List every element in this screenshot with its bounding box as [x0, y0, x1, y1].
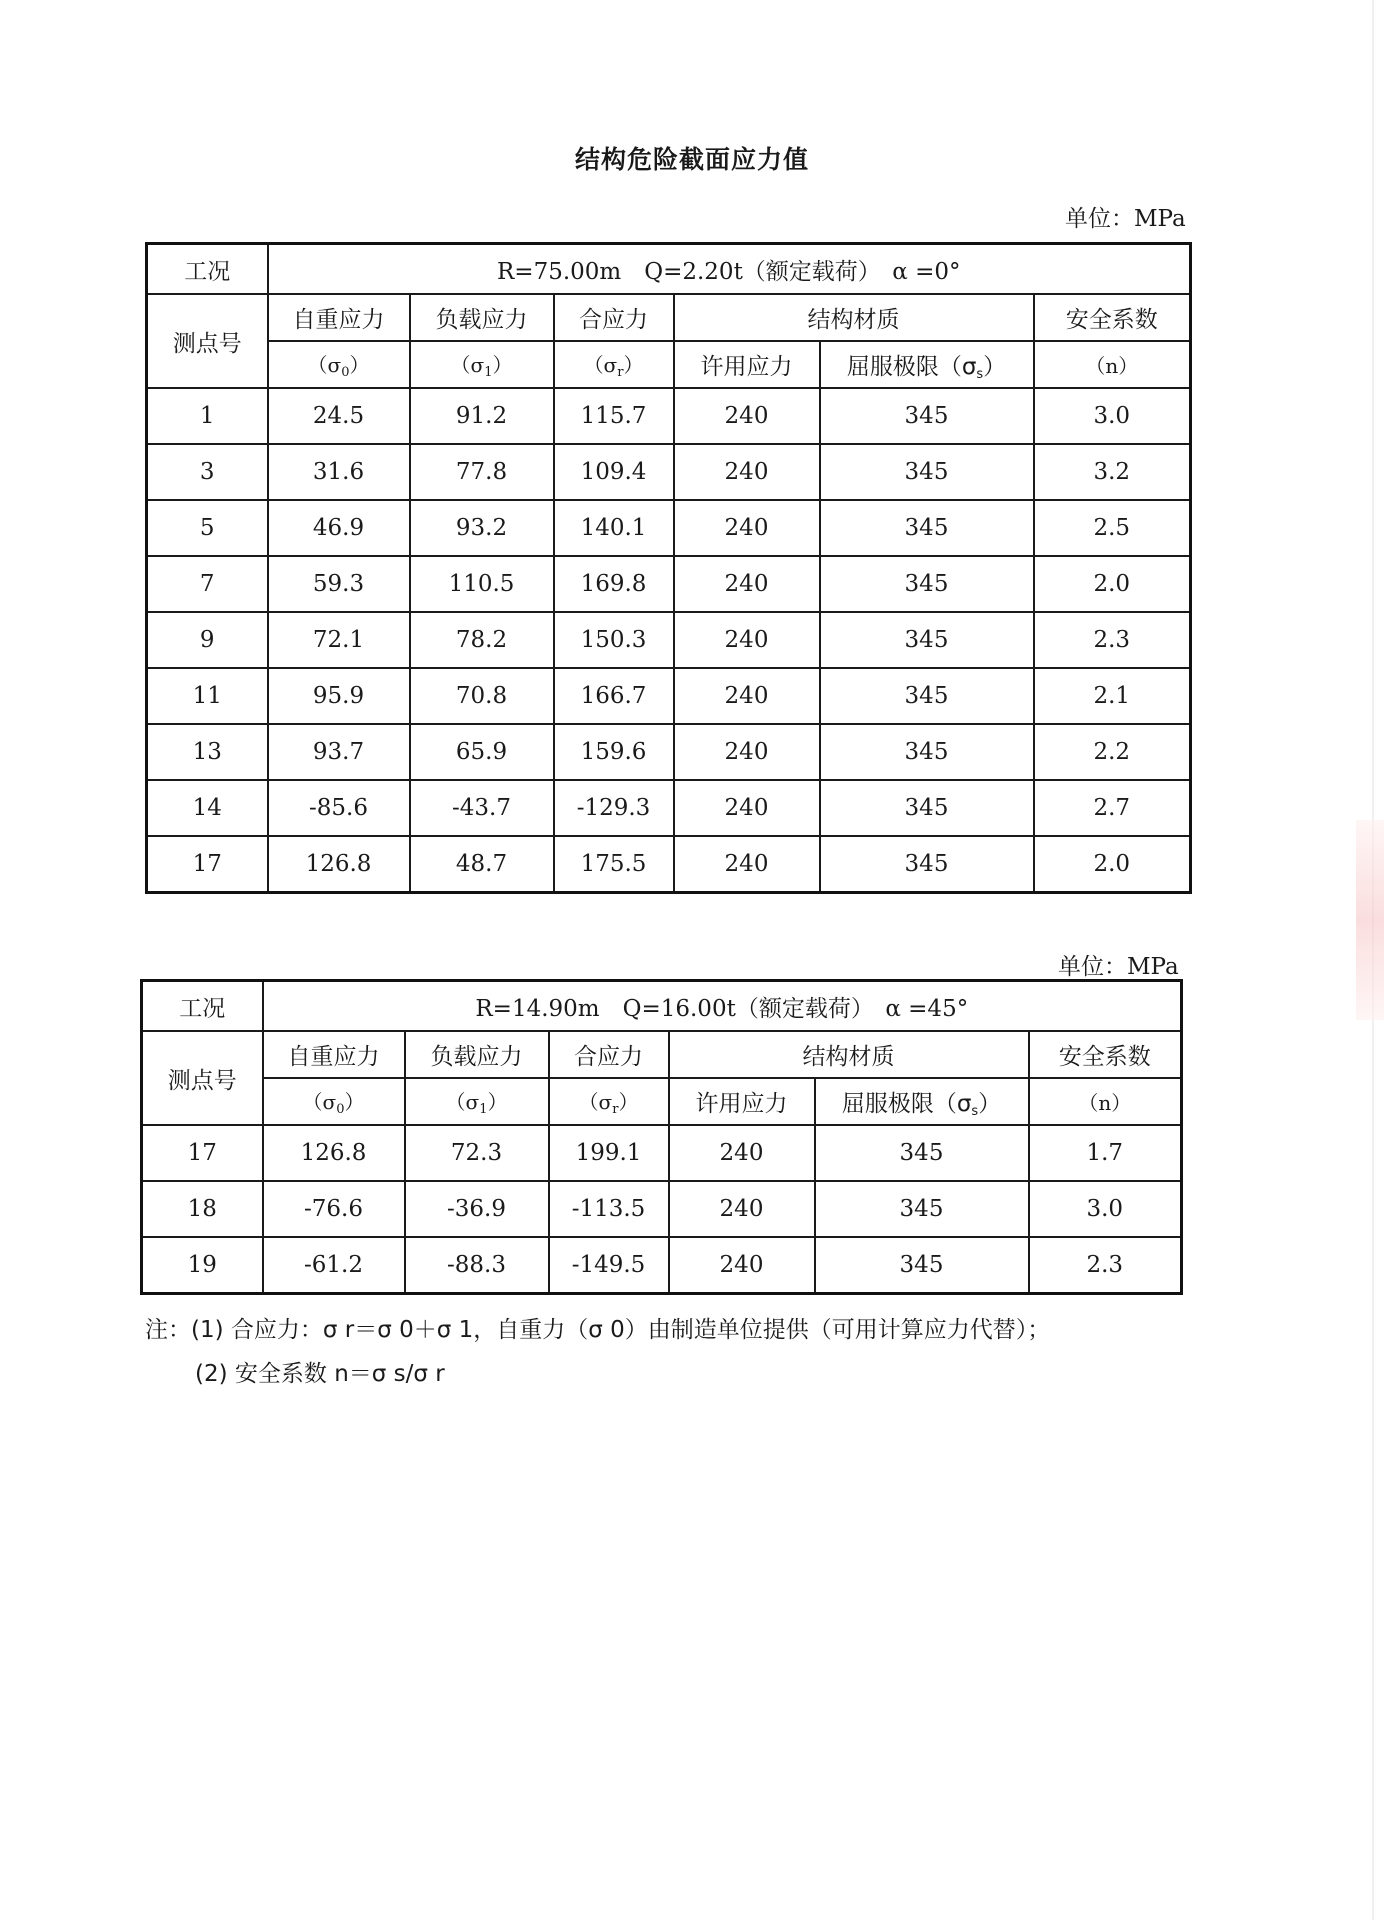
yield-cell: 345: [820, 780, 1034, 836]
resultant-cell: -113.5: [549, 1181, 669, 1237]
point-cell: 19: [142, 1237, 263, 1294]
stress-table-2: [140, 979, 1183, 1295]
yield-cell: 345: [820, 556, 1034, 612]
load-cell: 48.7: [410, 836, 554, 893]
resultant-cell: 115.7: [554, 388, 674, 444]
red-stamp-mark: [1356, 820, 1384, 1020]
point-cell: 14: [147, 780, 268, 836]
self-weight-cell: 59.3: [268, 556, 410, 612]
self-weight-cell: 93.7: [268, 724, 410, 780]
condition-value: R=75.00m Q=2.20t（额定载荷） α =0°: [268, 244, 1191, 295]
table-row: [142, 1125, 1182, 1181]
load-cell: 91.2: [410, 388, 554, 444]
point-cell: 11: [147, 668, 268, 724]
table-row: [147, 836, 1191, 893]
stress-table-1: [145, 242, 1192, 894]
safety-cell: 2.3: [1029, 1237, 1182, 1294]
table-row: [142, 1237, 1182, 1294]
allowable-cell: 240: [674, 780, 820, 836]
unit-label-1: 单位：MPa: [1065, 206, 1186, 232]
table-row: [147, 724, 1191, 780]
table-row: [147, 780, 1191, 836]
unit-label-2: 单位：MPa: [1058, 954, 1179, 980]
safety-cell: 3.2: [1034, 444, 1191, 500]
safety-cell: 2.5: [1034, 500, 1191, 556]
safety-cell: 2.2: [1034, 724, 1191, 780]
load-cell: 78.2: [410, 612, 554, 668]
safety-cell: 2.7: [1034, 780, 1191, 836]
allowable-cell: 240: [674, 388, 820, 444]
note-1: 注：(1) 合应力：σ r＝σ 0＋σ 1，自重力（σ 0）由制造单位提供（可用计算应力代替）；: [145, 1317, 1051, 1343]
yield-cell: 345: [820, 388, 1034, 444]
safety-cell: 2.0: [1034, 556, 1191, 612]
point-cell: 13: [147, 724, 268, 780]
resultant-cell: 159.6: [554, 724, 674, 780]
self-weight-cell: -76.6: [263, 1181, 405, 1237]
condition-label: 工况: [142, 981, 263, 1032]
yield-cell: 345: [820, 500, 1034, 556]
point-cell: 17: [142, 1125, 263, 1181]
resultant-cell: 140.1: [554, 500, 674, 556]
condition-label: 工况: [147, 244, 268, 295]
safety-cell: 2.3: [1034, 612, 1191, 668]
self-weight-cell: -61.2: [263, 1237, 405, 1294]
self-weight-cell: 72.1: [268, 612, 410, 668]
safety-cell: 1.7: [1029, 1125, 1182, 1181]
page-title: 结构危险截面应力值: [574, 145, 809, 174]
self-weight-header: 自重应力: [268, 294, 410, 341]
load-symbol: $(\sigma_1)$: [410, 341, 554, 388]
point-header: 测点号: [142, 1031, 263, 1125]
load-cell: -43.7: [410, 780, 554, 836]
table-row: [147, 668, 1191, 724]
allowable-cell: 240: [669, 1237, 815, 1294]
material-header: 结构材质: [669, 1031, 1029, 1078]
resultant-symbol: $(\sigma_r)$: [549, 1078, 669, 1125]
table-2-body: [142, 1125, 1182, 1294]
point-cell: 5: [147, 500, 268, 556]
safety-header: 安全系数: [1034, 294, 1191, 341]
point-cell: 17: [147, 836, 268, 893]
load-header: 负载应力: [405, 1031, 549, 1078]
point-cell: 3: [147, 444, 268, 500]
condition-value: R=14.90m Q=16.00t（额定载荷） α =45°: [263, 981, 1182, 1032]
allowable-cell: 240: [669, 1125, 815, 1181]
allowable-cell: 240: [674, 836, 820, 893]
safety-header: 安全系数: [1029, 1031, 1182, 1078]
self-weight-cell: 24.5: [268, 388, 410, 444]
resultant-cell: -129.3: [554, 780, 674, 836]
resultant-symbol: $(\sigma_r)$: [554, 341, 674, 388]
load-cell: 77.8: [410, 444, 554, 500]
safety-symbol: （n）: [1034, 341, 1191, 388]
load-cell: 93.2: [410, 500, 554, 556]
allowable-cell: 240: [674, 612, 820, 668]
self-weight-symbol: $(\sigma_0)$: [263, 1078, 405, 1125]
point-cell: 18: [142, 1181, 263, 1237]
yield-header: 屈服极限$(\sigma_s)$: [820, 341, 1034, 388]
table-row: [147, 444, 1191, 500]
table-row: [147, 500, 1191, 556]
notes: [145, 1308, 1050, 1396]
safety-symbol: （n）: [1029, 1078, 1182, 1125]
safety-cell: 2.0: [1034, 836, 1191, 893]
point-header: 测点号: [147, 294, 268, 388]
load-symbol: $(\sigma_1)$: [405, 1078, 549, 1125]
table-1-body: [147, 388, 1191, 893]
safety-cell: 2.1: [1034, 668, 1191, 724]
point-cell: 7: [147, 556, 268, 612]
resultant-cell: 175.5: [554, 836, 674, 893]
allowable-header: 许用应力: [674, 341, 820, 388]
yield-cell: 345: [815, 1181, 1029, 1237]
self-weight-cell: 95.9: [268, 668, 410, 724]
load-cell: -88.3: [405, 1237, 549, 1294]
table-row: [147, 388, 1191, 444]
safety-cell: 3.0: [1029, 1181, 1182, 1237]
table-row: [147, 556, 1191, 612]
point-cell: 9: [147, 612, 268, 668]
resultant-cell: 109.4: [554, 444, 674, 500]
yield-cell: 345: [815, 1125, 1029, 1181]
self-weight-cell: 46.9: [268, 500, 410, 556]
allowable-cell: 240: [669, 1181, 815, 1237]
allowable-cell: 240: [674, 556, 820, 612]
load-cell: 70.8: [410, 668, 554, 724]
load-header: 负载应力: [410, 294, 554, 341]
resultant-header: 合应力: [549, 1031, 669, 1078]
table-row: [147, 612, 1191, 668]
resultant-header: 合应力: [554, 294, 674, 341]
allowable-cell: 240: [674, 668, 820, 724]
self-weight-header: 自重应力: [263, 1031, 405, 1078]
yield-header: 屈服极限$(\sigma_s)$: [815, 1078, 1029, 1125]
resultant-cell: 166.7: [554, 668, 674, 724]
self-weight-cell: 31.6: [268, 444, 410, 500]
allowable-header: 许用应力: [669, 1078, 815, 1125]
allowable-cell: 240: [674, 500, 820, 556]
resultant-cell: 150.3: [554, 612, 674, 668]
table-row: [142, 1181, 1182, 1237]
yield-cell: 345: [820, 836, 1034, 893]
resultant-cell: 169.8: [554, 556, 674, 612]
load-cell: 110.5: [410, 556, 554, 612]
load-cell: 72.3: [405, 1125, 549, 1181]
self-weight-cell: 126.8: [263, 1125, 405, 1181]
self-weight-cell: 126.8: [268, 836, 410, 893]
yield-cell: 345: [820, 444, 1034, 500]
resultant-cell: -149.5: [549, 1237, 669, 1294]
point-cell: 1: [147, 388, 268, 444]
yield-cell: 345: [820, 724, 1034, 780]
yield-cell: 345: [820, 612, 1034, 668]
material-header: 结构材质: [674, 294, 1034, 341]
allowable-cell: 240: [674, 444, 820, 500]
load-cell: 65.9: [410, 724, 554, 780]
yield-cell: 345: [815, 1237, 1029, 1294]
allowable-cell: 240: [674, 724, 820, 780]
safety-cell: 3.0: [1034, 388, 1191, 444]
self-weight-symbol: $(\sigma_0)$: [268, 341, 410, 388]
self-weight-cell: -85.6: [268, 780, 410, 836]
yield-cell: 345: [820, 668, 1034, 724]
load-cell: -36.9: [405, 1181, 549, 1237]
note-2: (2) 安全系数 n＝σ s/σ r: [195, 1361, 445, 1387]
resultant-cell: 199.1: [549, 1125, 669, 1181]
